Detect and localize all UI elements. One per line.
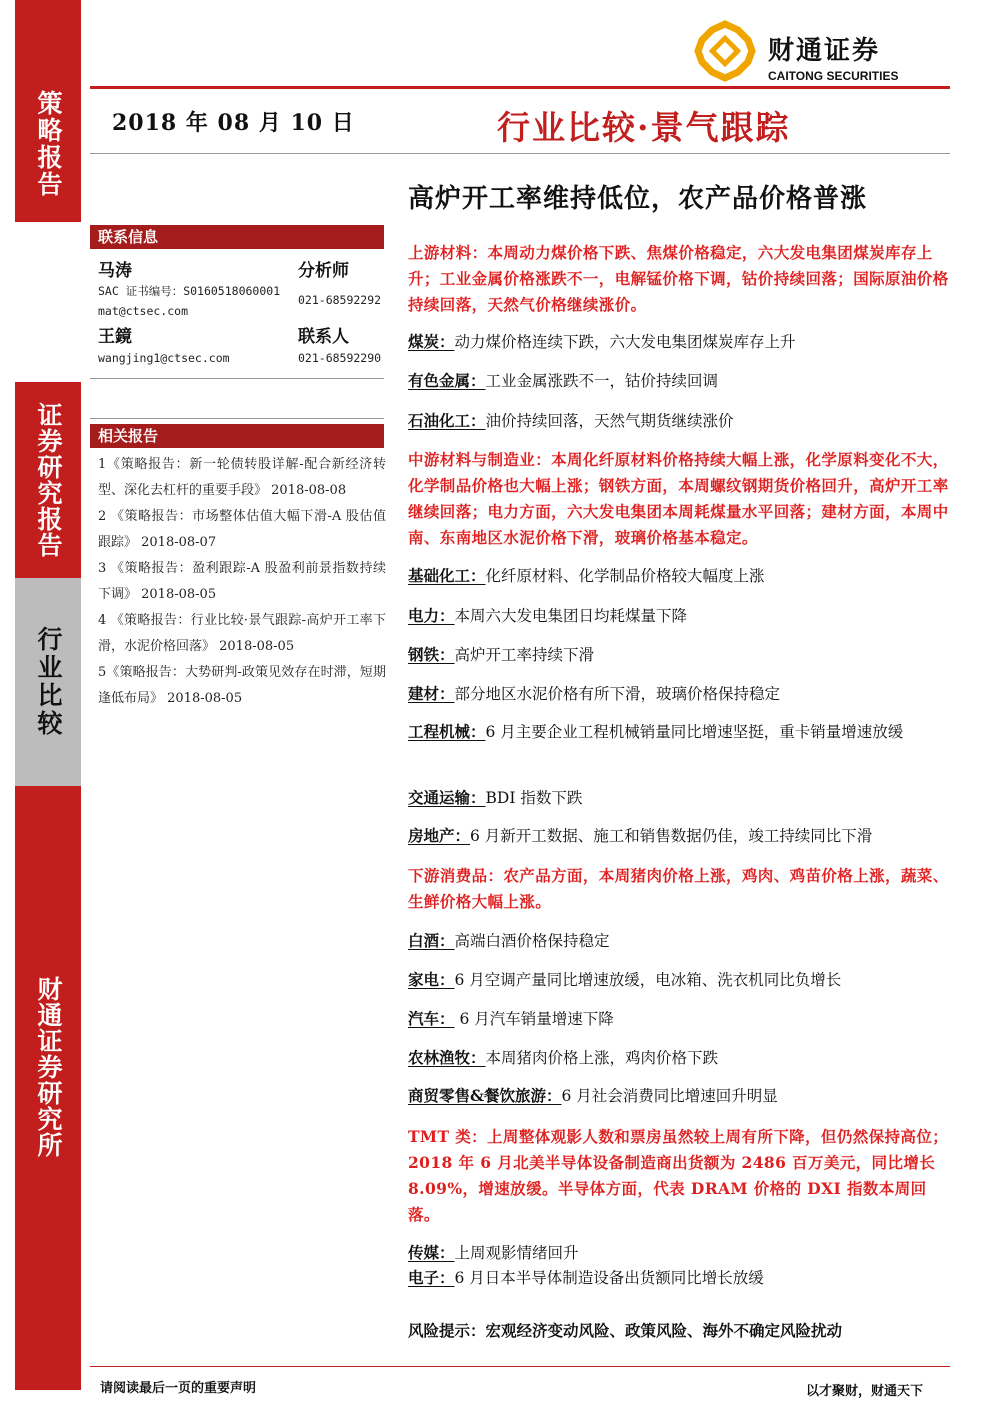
header-title: 行业比较·景气跟踪: [497, 108, 791, 147]
sector-label: 电子：: [408, 1268, 455, 1287]
sector-label: 石油化工：: [408, 411, 486, 430]
related-report-item[interactable]: 4 《策略报告：行业比较·景气跟踪-高炉开工率下滑，水泥价格回落》 2018-08-05: [98, 613, 386, 654]
sector-text: 6 月空调产量同比增速放缓，电冰箱、洗衣机同比负增长: [454, 971, 842, 989]
sector-text: 6 月新开工数据、施工和销售数据仍佳，竣工持续同比下滑: [470, 827, 873, 845]
sector-line: [408, 642, 953, 668]
sector-text: 动力煤价格连续下跌，六大发电集团煤炭库存上升: [454, 333, 796, 351]
sector-line: [408, 1045, 953, 1071]
sector-line: [408, 785, 953, 811]
sector-label: 建材：: [408, 684, 455, 703]
sector-text: 油价持续回落，天然气期货继续涨价: [485, 412, 734, 430]
side-band-report-type: [15, 0, 81, 222]
sector-line: [408, 1006, 953, 1032]
sector-line: [408, 928, 953, 954]
logo-wordmark: [768, 30, 898, 83]
sector-label: 电力：: [408, 606, 455, 625]
footer-disclaimer[interactable]: 请阅读最后一页的重要声明: [100, 1381, 257, 1396]
sector-text: 6 月日本半导体制造设备出货额同比增长放缓: [454, 1269, 764, 1287]
sector-text: BDI 指数下跌: [485, 789, 583, 807]
side-band-text: 行业比较: [34, 626, 63, 738]
report-date: 2018 年 08 月 10 日: [112, 110, 355, 136]
sector-label: 钢铁：: [408, 645, 455, 664]
analyst-name: 马涛: [98, 261, 132, 281]
sector-text: 化纤原材料、化学制品价格较大幅度上涨: [485, 567, 765, 585]
sector-line: [408, 563, 953, 589]
sector-label: 商贸零售&餐饮旅游：: [408, 1086, 562, 1105]
related-report-item[interactable]: 1《策略报告：新一轮债转股详解-配合新经济转型、深化去杠杆的重要手段》 2018-08-08: [98, 457, 386, 498]
sector-text: 高端白酒价格保持稳定: [454, 932, 610, 950]
sector-line: [408, 967, 953, 993]
sector-line: [408, 823, 953, 849]
logo-en: CAITONG SECURITIES: [768, 69, 899, 83]
main-title: 高炉开工率维持低位，农产品价格普涨: [408, 184, 868, 214]
sector-text: 上周观影情绪回升: [454, 1244, 579, 1262]
contact-role: 联系人: [298, 327, 349, 347]
logo-cn: 财通证券: [768, 36, 881, 66]
related-report-list: [98, 452, 386, 712]
contact-phone: 021-68592290: [298, 351, 382, 365]
midstream-summary: 中游材料与制造业：本周化纤原材料价格持续大幅上涨，化学原料变化不大，化学制品价格也大幅上涨；钢铁方面，本周螺纹钢期货价格回升，高炉开工率继续回落；电力方面，六大发电集团本周耗煤量水平回落；建材方面，本周中南、东南地区水泥价格下滑，玻璃价格基本稳定。: [408, 450, 949, 547]
sector-text: 本周猪肉价格上涨，鸡肉价格下跌: [485, 1049, 719, 1067]
sector-label: 传媒：: [408, 1243, 455, 1262]
side-band-research: [15, 382, 81, 578]
caitong-logo-icon: [694, 20, 756, 82]
footer-rule: [90, 1366, 950, 1367]
contact-email[interactable]: wangjing1@ctsec.com: [98, 351, 230, 365]
sector-text: 本周六大发电集团日均耗煤量下降: [454, 607, 688, 625]
sector-line: [408, 719, 953, 745]
sector-label: 工程机械：: [408, 722, 486, 741]
sector-label: 汽车：: [408, 1009, 455, 1028]
side-band-text: 财通证券研究所: [34, 976, 63, 1158]
sector-line: [408, 1083, 953, 1109]
related-heading: 相关报告: [90, 424, 384, 448]
sector-label: 基础化工：: [408, 566, 486, 585]
side-band-text: 证券研究报告: [34, 402, 63, 558]
related-report-item[interactable]: 2 《策略报告：市场整体估值大幅下滑-A 股估值跟踪》 2018-08-07: [98, 509, 386, 550]
sector-text: 6 月社会消费同比增速回升明显: [561, 1087, 778, 1105]
sector-line: [408, 1240, 953, 1266]
sector-line: [408, 408, 953, 434]
sector-line: [408, 603, 953, 629]
sector-label: 家电：: [408, 970, 455, 989]
sector-label: 有色金属：: [408, 371, 486, 390]
tmt-summary: TMT 类：上周整体观影人数和票房虽然较上周有所下降，但仍然保持高位；2018 年 6 月北美半导体设备制造商出货额为 2486 百万美元，同比增长 8.09%，增速放缓。半导体方面，代表 DRAM 价格的 DXI 指数本周回落。: [408, 1127, 949, 1224]
sector-text: 高炉开工率持续下滑: [454, 646, 595, 664]
sector-line: [408, 368, 953, 394]
related-top-rule: [90, 418, 384, 419]
header-rule: [90, 153, 950, 154]
sector-text: 6 月主要企业工程机械销量同比增速坚挺，重卡销量增速放缓: [485, 723, 904, 741]
risk-warning: 风险提示：宏观经济变动风险、政策风险、海外不确定风险扰动: [408, 1321, 843, 1340]
sector-line: [408, 1265, 953, 1291]
sector-label: 房地产：: [408, 826, 471, 845]
sector-label: 白酒：: [408, 931, 455, 950]
sector-text: 部分地区水泥价格有所下滑，玻璃价格保持稳定: [454, 685, 781, 703]
upstream-summary: 上游材料：本周动力煤价格下跌、焦煤价格稳定，六大发电集团煤炭库存上升；工业金属价格涨跌不一，电解锰价格下调，钴价持续回落；国际原油价格持续回落，天然气价格继续涨价。: [408, 243, 949, 314]
top-rule: [90, 86, 950, 89]
contact-rule: [90, 378, 384, 379]
sector-text: 工业金属涨跌不一，钴价持续回调: [485, 372, 719, 390]
footer-slogan: 以才聚财，财通天下: [806, 1384, 924, 1399]
contact-name: 王鏡: [98, 327, 132, 347]
related-report-item[interactable]: 3 《策略报告：盈利跟踪-A 股盈利前景指数持续下调》 2018-08-05: [98, 561, 386, 602]
analyst-phone: 021-68592292: [298, 293, 382, 307]
sector-label: 农林渔牧：: [408, 1048, 486, 1067]
side-band-institute: [15, 786, 81, 1390]
side-band-text: 策略报告: [34, 90, 63, 198]
contact-heading: 联系信息: [90, 225, 384, 249]
downstream-summary: 下游消费品：农产品方面，本周猪肉价格上涨，鸡肉、鸡苗价格上涨，蔬菜、生鲜价格大幅上涨。: [408, 866, 949, 911]
sector-line: [408, 329, 953, 355]
sector-line: [408, 681, 953, 707]
analyst-role: 分析师: [298, 261, 349, 281]
sector-label: 煤炭：: [408, 332, 455, 351]
side-band-category: [15, 578, 81, 786]
sector-text: 6 月汽车销量增速下降: [454, 1010, 614, 1028]
sector-label: 交通运输：: [408, 788, 486, 807]
sac-number: SAC 证书编号：S0160518060001: [98, 284, 281, 298]
analyst-email[interactable]: mat@ctsec.com: [98, 304, 189, 318]
related-report-item[interactable]: 5《策略报告：大势研判-政策见效存在时滞，短期逢低布局》 2018-08-05: [98, 665, 386, 706]
